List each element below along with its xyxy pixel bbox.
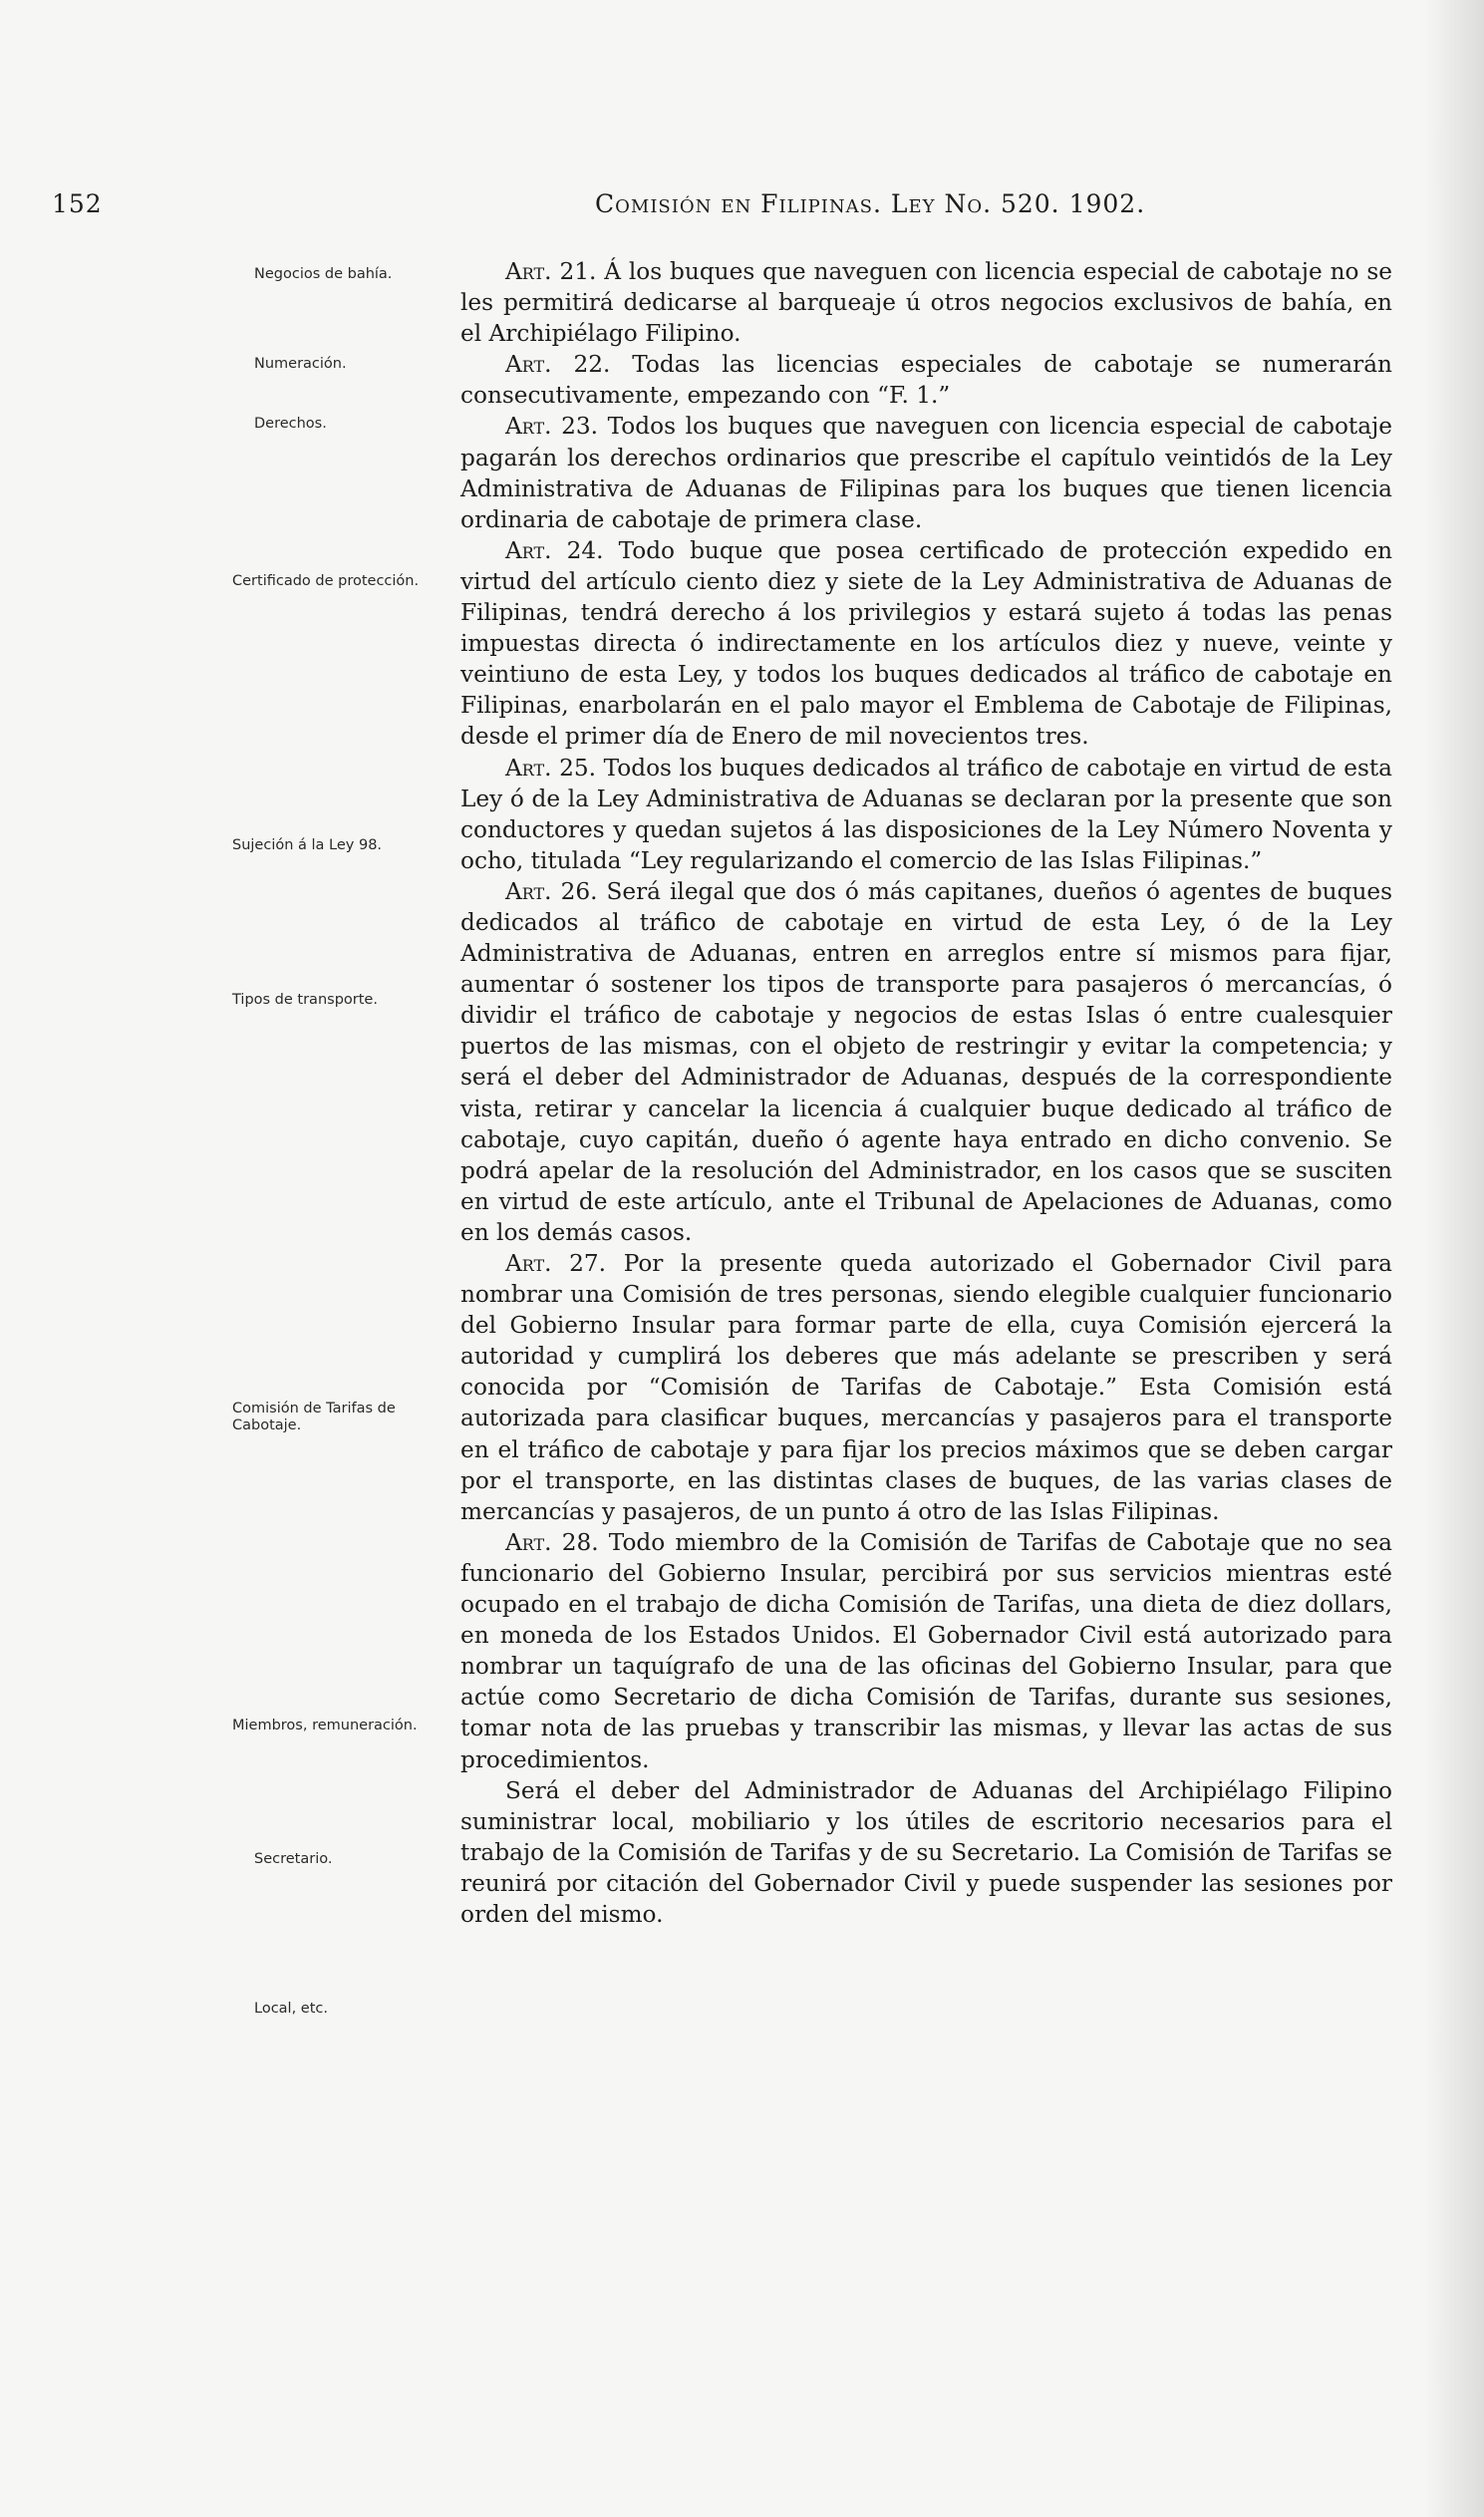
- article-25: [460, 753, 1392, 876]
- article-22: [460, 349, 1392, 411]
- sidenote-derechos: Derechos.: [254, 416, 327, 432]
- article-28-continuation: [460, 1775, 1392, 1930]
- article-label: Art. 22.: [505, 351, 611, 379]
- article-label: Art. 26.: [505, 877, 598, 905]
- article-label: Art. 24.: [505, 536, 604, 564]
- article-text: Será el deber del Administrador de Aduanas del Archipiélago Filipino suministrar local, mobiliario y los útiles de escritorio necesarios para el trabajo de la Comisión de Tarifas y de su Secretario. La Comisión de Tarifas se reunirá por citación del Gobernador Civil y puede suspender las sesiones por orden del mismo.: [460, 1776, 1392, 1928]
- legal-text-body: [460, 256, 1392, 1930]
- running-title: Comisión en Filipinas. Ley No. 520. 1902.: [595, 189, 1146, 218]
- sidenote-miembros-remuneracion: Miembros, remuneración.: [232, 1718, 418, 1733]
- page-number: 152: [52, 189, 103, 218]
- article-text: Por la presente queda autorizado el Gobernador Civil para nombrar una Comisión de tres personas, siendo elegible cualquier funcionario del Gobierno Insular para formar parte de ella, cuya Comisión ejercerá la autoridad y cumplirá los deberes que más adelante se prescriben y será conocida por “Comisión de Tarifas de Cabotaje.” Esta Comisión está autorizada para clasificar buques, mercancías y pasajeros para el transporte en el tráfico de cabotaje y para fijar los precios máximos que se deben cargar por el transporte, en las distintas clases de buques, de las varias clases de mercancías y pasajeros, de un punto á otro de las Islas Filipinas.: [460, 1250, 1392, 1525]
- sidenote-comision-de-tarifas: Comisión de Tarifas de Cabotaje.: [232, 1401, 396, 1433]
- article-label: Art. 23.: [505, 413, 599, 441]
- article-23: [460, 411, 1392, 534]
- article-label: Art. 27.: [505, 1250, 607, 1277]
- article-text: Será ilegal que dos ó más capitanes, dueños ó agentes de buques dedicados al tráfico de cabotaje en virtud de esta Ley, ó de la Ley Administrativa de Aduanas, entren en arreglos entre sí mismos para fijar, aumentar ó sostener los tipos de transporte para pasajeros ó mercancías, ó dividir el tráfico de cabotaje y negocios de estas Islas ó entre cualesquier puertos de las mismas, con el objeto de restringir y evitar la competencia; y será el deber del Administrador de Aduanas, después de la correspondiente vista, retirar y cancelar la licencia á cualquier buque dedicado al tráfico de cabotaje, cuyo capitán, dueño ó agente haya entrado en dicho convenio. Se podrá apelar de la resolución del Administrador, en los casos que se susciten en virtud de este artículo, ante el Tribunal de Apelaciones de Aduanas, como en los demás casos.: [460, 877, 1392, 1246]
- article-text: Todos los buques que naveguen con licencia especial de cabotaje pagarán los derechos ordinarios que prescribe el capítulo veintidós de la Ley Administrativa de Aduanas de Filipinas para los buques que tienen licencia ordinaria de cabotaje de primera clase.: [460, 413, 1392, 533]
- article-text: Todo miembro de la Comisión de Tarifas de Cabotaje que no sea funcionario del Gobierno Insular, percibirá por sus servicios mientras esté ocupado en el trabajo de dicha Comisión de Tarifas, una dieta de diez dollars, en moneda de los Estados Unidos. El Gobernador Civil está autorizado para nombrar un taquígrafo de una de las oficinas del Gobierno Insular, para que actúe como Secretario de dicha Comisión de Tarifas, durante sus sesiones, tomar nota de las pruebas y transcribir las mismas, y llevar las actas de sus procedimientos.: [460, 1528, 1392, 1773]
- sidenote-numeracion: Numeración.: [254, 356, 347, 372]
- article-label: Art. 28.: [505, 1528, 599, 1556]
- article-26: [460, 876, 1392, 1248]
- article-27: [460, 1248, 1392, 1527]
- article-text: Todas las licencias especiales de cabotaje se numerarán consecutivamente, empezando con “F. 1.”: [460, 351, 1392, 410]
- article-28: [460, 1527, 1392, 1775]
- article-label: Art. 25.: [505, 754, 597, 782]
- sidenote-local: Local, etc.: [254, 2001, 328, 2017]
- article-label: Art. 21.: [505, 258, 597, 285]
- sidenote-negocios-de-bahia: Negocios de bahía.: [254, 266, 393, 282]
- article-24: [460, 535, 1392, 753]
- article-text: Á los buques que naveguen con licencia especial de cabotaje no se les permitirá dedicarse al barqueaje ú otros negocios exclusivos de bahía, en el Archipiélago Filipino.: [460, 258, 1392, 348]
- sidenote-certificado-de-proteccion: Certificado de protección.: [232, 573, 420, 589]
- article-21: [460, 256, 1392, 349]
- margin-notes: [0, 0, 439, 2517]
- sidenote-tipos-de-transporte: Tipos de transporte.: [232, 992, 378, 1008]
- sidenote-sujecion-ley-98: Sujeción á la Ley 98.: [232, 837, 383, 853]
- page-edge-shadow: [1424, 0, 1484, 2517]
- sidenote-secretario: Secretario.: [254, 1851, 333, 1867]
- article-text: Todos los buques dedicados al tráfico de cabotaje en virtud de esta Ley ó de la Ley Administrativa de Aduanas se declaran por la presente que son conductores y quedan sujetos á las disposiciones de la Ley Número Noventa y ocho, titulada “Ley regularizando el comercio de las Islas Filipinas.”: [460, 754, 1392, 874]
- article-text: Todo buque que posea certificado de protección expedido en virtud del artículo ciento diez y siete de la Ley Administrativa de Aduanas de Filipinas, tendrá derecho á los privilegios y estará sujeto á todas las penas impuestas directa ó indirectamente en los artículos diez y nueve, veinte y veintiuno de esta Ley, y todos los buques dedicados al tráfico de cabotaje en Filipinas, enarbolarán en el palo mayor el Emblema de Cabotaje de Filipinas, desde el primer día de Enero de mil novecientos tres.: [460, 536, 1392, 751]
